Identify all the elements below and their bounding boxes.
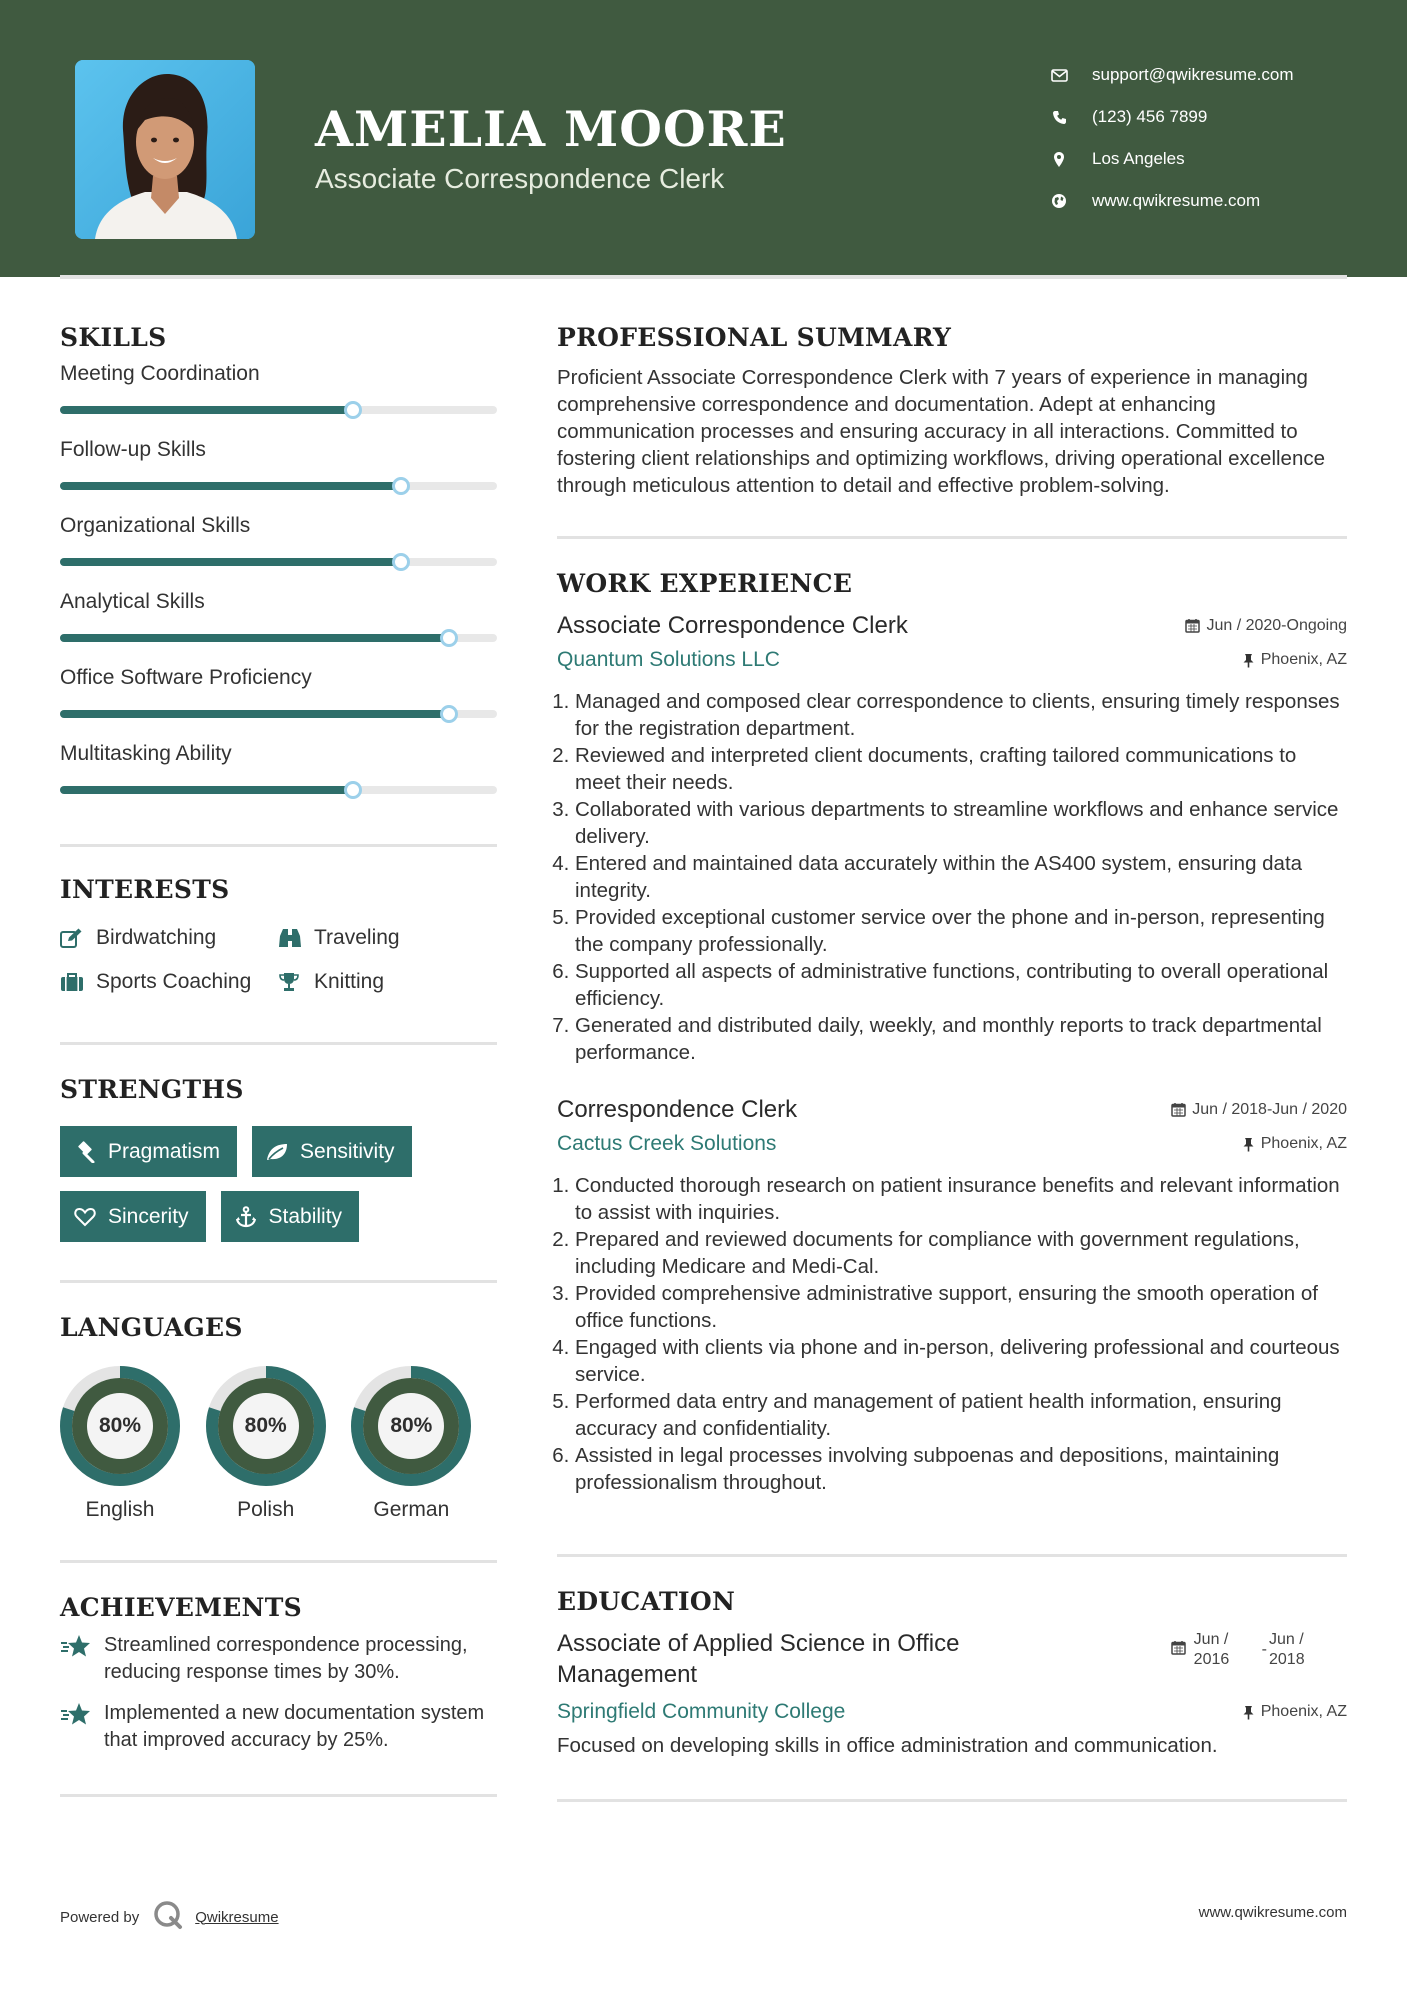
footer-website[interactable]: www.qwikresume.com (1198, 1904, 1347, 1921)
strength-chip (60, 1191, 206, 1242)
language-percent: 80% (244, 1414, 287, 1437)
briefcase-icon (60, 971, 86, 993)
duty-item: 1. Conducted thorough research on patient insurance benefits and relevant information to assist with inquiries. (575, 1172, 1347, 1226)
strengths-heading: STRENGTHS (60, 1075, 244, 1104)
section-divider (557, 1799, 1347, 1802)
language-item (351, 1366, 497, 1522)
summary-text: Proficient Associate Correspondence Clerk with 7 years of experience in managing comprehensive correspondence and documentation. Adept at enhancing communication processes and ensuring accuracy in all interactions. Committed to fostering client relationships and optimizing workflows, driving operational excellence through meticulous attention to detail and effective problem-solving. (557, 366, 1326, 497)
anchor-icon (233, 1205, 259, 1229)
duty-item: 6. Assisted in legal processes involving subpoenas and depositions, maintaining professionalism throughout. (575, 1442, 1347, 1496)
skill-item (60, 582, 497, 658)
strength-chip (60, 1126, 237, 1177)
skill-label: Follow-up Skills (60, 438, 206, 461)
job-duties (557, 688, 1347, 1066)
skill-bar-knob (344, 781, 362, 799)
skill-bar-track (60, 710, 497, 718)
job-dates-text: Jun / 2018-Jun / 2020 (1192, 1100, 1347, 1118)
section-divider (60, 1042, 497, 1045)
job-duties (557, 1172, 1347, 1496)
contact-list (1050, 54, 1370, 222)
pencil-square-icon (60, 927, 86, 949)
education-start: Jun / 2016 (1193, 1631, 1230, 1668)
interest-item (60, 926, 278, 950)
company-name: Quantum Solutions LLC (557, 648, 780, 671)
skill-bar-fill (60, 558, 401, 566)
resume-header (0, 0, 1407, 277)
language-item (60, 1366, 206, 1522)
job-location (1242, 1135, 1347, 1153)
skills-list (60, 354, 497, 810)
language-ring (206, 1366, 326, 1486)
heart-icon (72, 1205, 98, 1229)
powered-by-label: Powered by (60, 1908, 140, 1926)
section-divider (60, 1280, 497, 1283)
achievement-item (60, 1700, 497, 1754)
section-divider (557, 1554, 1347, 1557)
left-column (60, 320, 497, 1797)
language-ring (60, 1366, 180, 1486)
skill-item (60, 658, 497, 734)
skill-item (60, 354, 497, 430)
school-name: Springfield Community College (557, 1700, 846, 1723)
education-end: Jun / 2018 (1269, 1631, 1305, 1668)
qwikresume-link[interactable]: Qwikresume (195, 1908, 279, 1926)
phone-icon (1050, 108, 1068, 126)
summary-heading: PROFESSIONAL SUMMARY (557, 323, 952, 352)
section-divider (60, 1560, 497, 1563)
strength-chip (252, 1126, 412, 1177)
calendar-icon (1185, 618, 1200, 633)
section-divider (557, 536, 1347, 539)
duty-item: 2. Reviewed and interpreted client documents, crafting tailored communications to meet their needs. (575, 742, 1347, 796)
skill-bar-knob (392, 553, 410, 571)
footer-powered-by (60, 1900, 279, 1934)
achievement-item (60, 1632, 497, 1686)
strength-chip (221, 1191, 360, 1242)
company-name: Cactus Creek Solutions (557, 1132, 777, 1155)
candidate-title: Associate Correspondence Clerk (315, 163, 725, 194)
qwikresume-logo-icon (153, 1900, 183, 1934)
strengths-list (60, 1126, 497, 1242)
strength-label: Sensitivity (300, 1139, 395, 1163)
star-icon (60, 1700, 94, 1726)
achievement-text: Streamlined correspondence processing, reducing response times by 30%. (104, 1634, 468, 1683)
strength-label: Stability (268, 1204, 343, 1228)
language-percent: 80% (390, 1414, 433, 1437)
contact-website-text: www.qwikresume.com (1092, 191, 1261, 210)
candidate-name: AMELIA MOORE (315, 100, 787, 158)
education-heading: EDUCATION (557, 1587, 736, 1616)
duty-item: 3. Provided comprehensive administrative support, ensuring the smooth operation of office functions. (575, 1280, 1347, 1334)
duty-item: 5. Performed data entry and management of patient health information, ensuring accuracy and confidentiality. (575, 1388, 1347, 1442)
job-location (1242, 651, 1347, 669)
skill-bar-track (60, 406, 497, 414)
right-column (557, 320, 1347, 1802)
section-divider (60, 844, 497, 847)
duty-item: 1. Managed and composed clear correspondence to clients, ensuring timely responses for the registration department. (575, 688, 1347, 742)
job-location-text: Phoenix, AZ (1260, 651, 1347, 668)
skill-label: Multitasking Ability (60, 742, 232, 765)
job-title: Correspondence Clerk (557, 1096, 798, 1123)
languages-list (60, 1366, 497, 1522)
skill-item (60, 506, 497, 582)
degree-title: Associate of Applied Science in Office Management (557, 1630, 960, 1688)
language-percent: 80% (98, 1414, 142, 1437)
interest-label: Traveling (314, 926, 400, 949)
skill-bar-knob (392, 477, 410, 495)
leaf-icon (264, 1140, 290, 1164)
date-separator: - (1261, 1641, 1267, 1658)
strength-label: Sincerity (108, 1204, 189, 1228)
duty-item: 2. Prepared and reviewed documents for compliance with government regulations, including Medicare and Medi-Cal. (575, 1226, 1347, 1280)
job-entry (557, 1096, 1347, 1496)
education-dates (1171, 1630, 1315, 1670)
education-location (1242, 1703, 1347, 1721)
star-icon (60, 1632, 94, 1658)
job-dates-text: Jun / 2020-Ongoing (1206, 616, 1347, 634)
education-entry (557, 1628, 1347, 1759)
language-item (206, 1366, 352, 1522)
job-location-text: Phoenix, AZ (1260, 1135, 1347, 1152)
interest-item (278, 926, 497, 950)
interest-item (278, 970, 497, 994)
skill-item (60, 430, 497, 506)
interest-label: Birdwatching (96, 926, 217, 949)
achievement-text: Implemented a new documentation system that improved accuracy by 25%. (104, 1702, 485, 1751)
languages-heading: LANGUAGES (60, 1313, 243, 1342)
skill-bar-knob (440, 629, 458, 647)
language-ring (351, 1366, 471, 1486)
calendar-icon (1171, 1640, 1186, 1655)
contact-phone-text: (123) 456 7899 (1092, 107, 1208, 126)
achievements-heading: ACHIEVEMENTS (60, 1593, 302, 1622)
job-title: Associate Correspondence Clerk (557, 612, 908, 639)
skill-bar-fill (60, 786, 353, 794)
job-dates (1185, 617, 1347, 635)
skill-bar-fill (60, 710, 449, 718)
skill-label: Organizational Skills (60, 514, 251, 537)
contact-website[interactable] (1050, 180, 1370, 222)
map-pin-icon (1050, 150, 1068, 168)
duty-item: 7. Generated and distributed daily, weekly, and monthly reports to track departmental performance. (575, 1012, 1347, 1066)
skill-label: Meeting Coordination (60, 362, 260, 385)
interest-label: Sports Coaching (96, 970, 252, 993)
duty-item: 4. Entered and maintained data accurately within the AS400 system, ensuring data integrity. (575, 850, 1347, 904)
job-dates (1171, 1101, 1347, 1119)
header-divider (60, 275, 1347, 279)
trophy-icon (278, 971, 304, 993)
skill-item (60, 734, 497, 810)
skill-bar-track (60, 482, 497, 490)
section-divider (60, 1794, 497, 1797)
duty-item: 6. Supported all aspects of administrative functions, contributing to overall operational efficiency. (575, 958, 1347, 1012)
skill-bar-track (60, 558, 497, 566)
pushpin-icon (1242, 1137, 1255, 1152)
skill-label: Office Software Proficiency (60, 666, 312, 689)
language-name: German (373, 1498, 450, 1521)
job-entry (557, 612, 1347, 1066)
contact-email-text: support@qwikresume.com (1092, 65, 1294, 84)
skill-bar-track (60, 786, 497, 794)
skill-bar-fill (60, 482, 401, 490)
interests-heading: INTERESTS (60, 875, 230, 904)
interest-item (60, 970, 278, 994)
calendar-icon (1171, 1102, 1186, 1117)
contact-phone[interactable] (1050, 96, 1370, 138)
skill-bar-track (60, 634, 497, 642)
contact-location (1050, 138, 1370, 180)
skill-bar-knob (440, 705, 458, 723)
language-name: Polish (237, 1498, 295, 1521)
interests-list (60, 926, 497, 994)
contact-location-text: Los Angeles (1092, 149, 1185, 168)
experience-heading: WORK EXPERIENCE (557, 569, 853, 598)
envelope-icon (1050, 66, 1068, 84)
skill-bar-knob (344, 401, 362, 419)
skill-label: Analytical Skills (60, 590, 205, 613)
skill-bar-fill (60, 406, 353, 414)
binoculars-icon (278, 927, 304, 949)
skills-heading: SKILLS (60, 323, 167, 352)
duty-item: 3. Collaborated with various departments to streamline workflows and enhance service delivery. (575, 796, 1347, 850)
duty-item: 5. Provided exceptional customer service over the phone and in-person, representing the company professionally. (575, 904, 1347, 958)
gavel-icon (72, 1140, 98, 1164)
language-name: English (85, 1498, 155, 1521)
contact-email[interactable] (1050, 54, 1370, 96)
strength-label: Pragmatism (108, 1139, 221, 1163)
profile-photo (75, 60, 255, 239)
skill-bar-fill (60, 634, 449, 642)
globe-icon (1050, 192, 1068, 210)
pushpin-icon (1242, 653, 1255, 668)
education-description: Focused on developing skills in office administration and communication. (557, 1734, 1218, 1757)
duty-item: 4. Engaged with clients via phone and in-person, delivering professional and courteous service. (575, 1334, 1347, 1388)
interest-label: Knitting (314, 970, 385, 993)
pushpin-icon (1242, 1705, 1255, 1720)
education-location-text: Phoenix, AZ (1260, 1703, 1347, 1720)
achievements-list (60, 1632, 497, 1754)
